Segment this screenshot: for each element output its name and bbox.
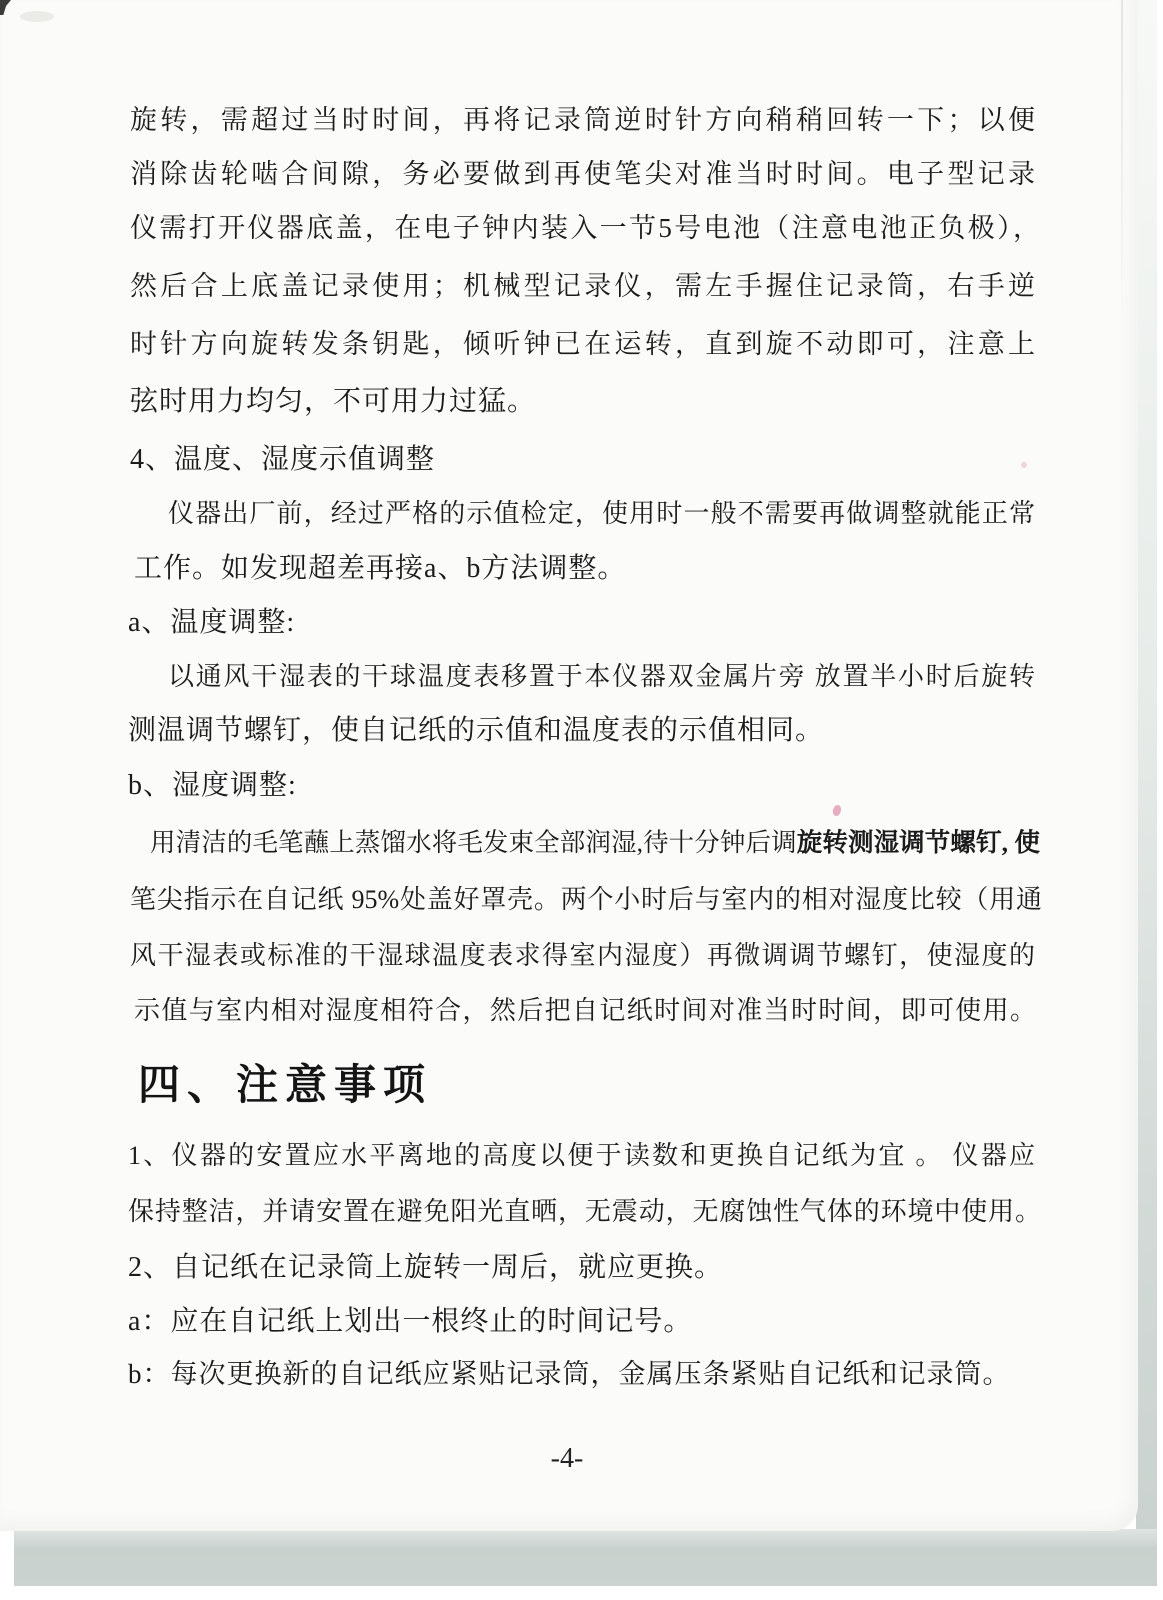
list-item-heading: b、湿度调整: [128, 770, 297, 801]
list-item-heading: 4、温度、湿度示值调整 [130, 444, 436, 475]
text-line: 仪器出厂前，经过严格的示值检定，使用时一般不需要再做调整就能正常 [168, 499, 1035, 528]
scanner-shadow-bottom [14, 1529, 1157, 1586]
scanner-shadow-right [1136, 0, 1157, 1586]
text-segment: 用清洁的毛笔蘸上蒸馏水将毛发束全部润湿,待十分钟后调 [150, 828, 797, 857]
text-line: 仪需打开仪器底盖，在电子钟内装入一节5号电池（注意电池正负极）， [130, 213, 1040, 243]
text-line: 笔尖指示在自记纸 95%处盖好罩壳。两个小时后与室内的相对湿度比较（用通 [130, 885, 1042, 914]
text-segment-bold: 旋转测湿调节螺钉, 使 [796, 828, 1040, 857]
scan-artifact [831, 804, 843, 817]
scan-artifact [20, 11, 54, 22]
text-line [150, 827, 1040, 859]
text-line: 时针方向旋转发条钥匙，倾听钟已在运转，直到旋不动即可，注意上 [130, 329, 1035, 359]
text-line: 示值与室内相对湿度相符合，然后把自记纸时间对准当时时间，即可使用。 [134, 996, 1036, 1025]
text-line: 弦时用力均匀，不可用力过猛。 [130, 386, 537, 417]
paper-edge-line [1121, 0, 1123, 330]
text-line: b：每次更换新的自记纸应紧贴记录筒，金属压条紧贴自记纸和记录筒。 [128, 1359, 1011, 1389]
text-line: 工作。如发现超差再接a、b方法调整。 [134, 553, 627, 584]
text-line: 风干湿表或标准的干湿球温度表求得室内湿度）再微调调节螺钉，使湿度的 [130, 941, 1035, 970]
text-line: 以通风干湿表的干球温度表移置于本仪器双金属片旁 放置半小时后旋转 [168, 662, 1035, 691]
page-number: -4- [550, 1443, 584, 1474]
text-line: 消除齿轮啮合间隙，务必要做到再使笔尖对准当时时间。电子型记录 [130, 159, 1035, 189]
list-item-heading: a、温度调整: [128, 607, 296, 638]
scan-artifact [1021, 462, 1027, 468]
text-line: 然后合上底盖记录使用；机械型记录仪，需左手握住记录筒，右手逆 [130, 271, 1035, 301]
text-line: 2、自记纸在记录筒上旋转一周后，就应更换。 [128, 1252, 724, 1283]
text-line: a：应在自记纸上划出一根终止的时间记号。 [128, 1306, 693, 1337]
text-line: 保持整洁，并请安置在避免阳光直晒，无震动，无腐蚀性气体的环境中使用。 [128, 1197, 1041, 1226]
text-line: 旋转，需超过当时时间，再将记录筒逆时针方向稍稍回转一下；以便 [130, 105, 1035, 135]
section-heading: 四、注意事项 [138, 1063, 433, 1109]
text-line: 1、仪器的安置应水平离地的高度以便于读数和更换自记纸为宜 。 仪器应 [128, 1141, 1035, 1170]
text-line: 测温调节螺钉，使自记纸的示值和温度表的示值相同。 [128, 715, 825, 746]
